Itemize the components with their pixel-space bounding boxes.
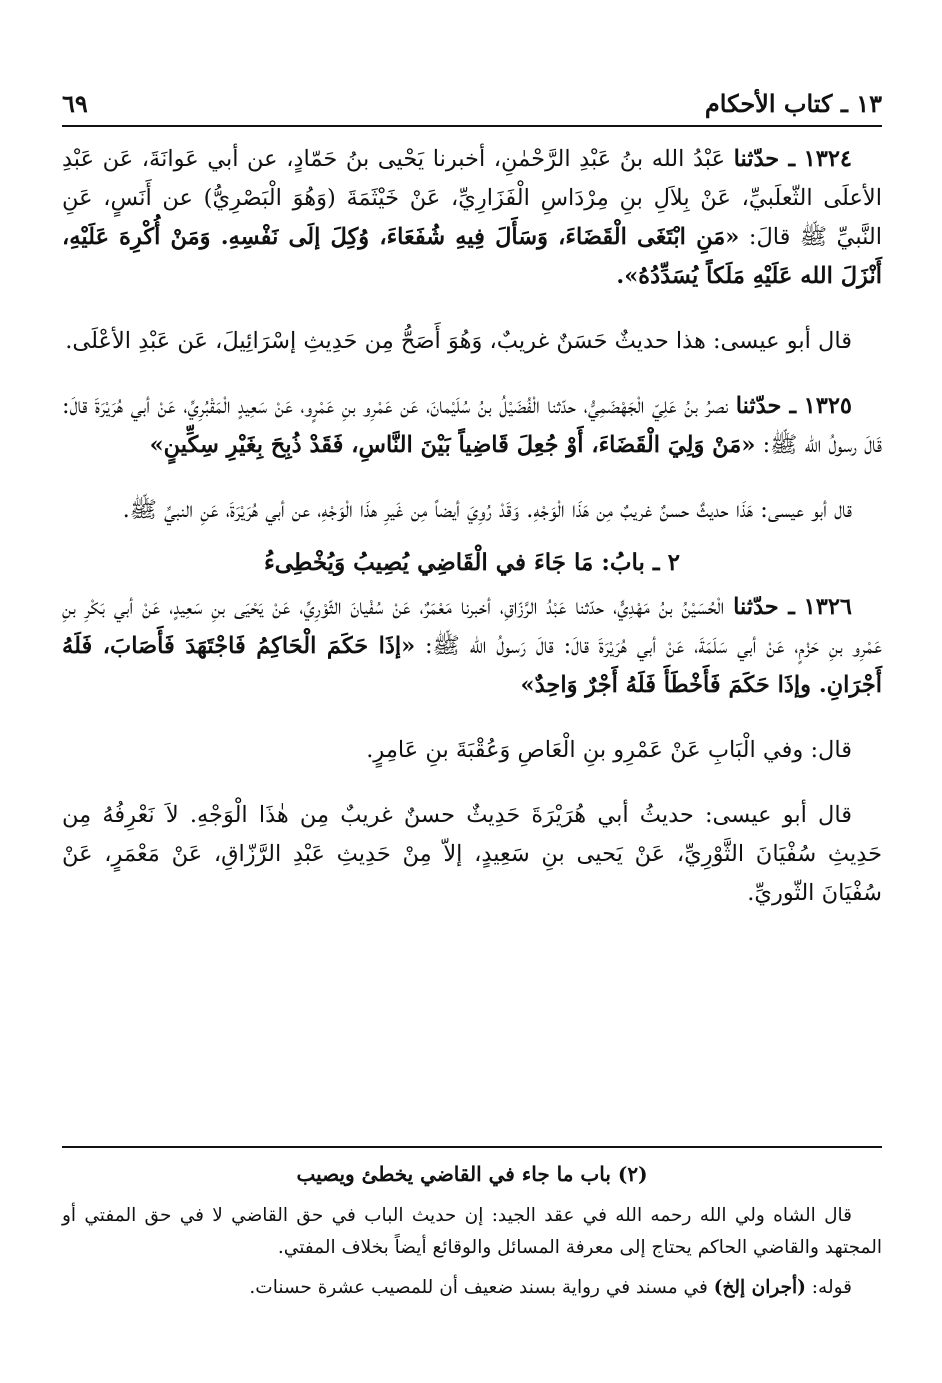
page-header bbox=[62, 78, 882, 118]
chapter-heading: ٢ ـ بابُ: مَا جَاءَ في الْقَاضِي يُصِيبُ وَيُخْطِىءُ bbox=[263, 549, 681, 576]
matn-text: «مَنْ وَلِيَ الْقَضَاءَ، أَوْ جُعِلَ قَاضِياً بَيْنَ النَّاسِ، فَقَدْ ذُبِحَ بِغَيْرِ سِكِّينٍ» bbox=[149, 432, 756, 458]
chapter-title: ١٣ ـ كتاب الأحكام bbox=[704, 89, 882, 118]
isnad-text: عَبْدُ الله بنُ عَبْدِ الرَّحْمٰنِ، أخبرنا يَحْيى بنُ حَمّادٍ، عن أبي عَوانَةَ، عَن عَبْدِ الأعلَى الثّعلَبيِّ، عَنْ بِلاَلِ بنِ مِرْدَاسِ الْفَزَارِيِّ، عَنْ خَيْثَمَةَ (وَهُوَ الْبَصْرِيُّ) عن أَنَسٍ، عَنِ النَّبيِّ ﷺ قالَ: bbox=[62, 146, 883, 250]
haddathana-label: ـ حدّثنا bbox=[733, 146, 796, 172]
footnote-prefix: قوله: bbox=[811, 1277, 852, 1298]
isnad-text: الْحُسَيْنُ بنُ مَهْدِيٍّ، حدّثنا عَبْدُ الرَّزّاقِ، أخبرنا مَعْمَرٌ، عَنْ سُفْيانَ الثّوْرِيِّ، عَنْ يَحْيَى بنِ سَعِيدٍ، عَنْ أبي بَكْرِ بنِ عَمْرِو بنِ حَزْمٍ، عَنْ أبي سَلَمَةَ، عَنْ أبي هُرَيْرَةَ قالَ: قالَ رَسولُ الله ﷺ: bbox=[62, 594, 882, 659]
main-text bbox=[62, 140, 882, 926]
footnote-title: (٢) باب ما جاء في القاضي يخطئ ويصيب bbox=[296, 1162, 648, 1186]
hadith-paragraph-1326 bbox=[62, 588, 882, 705]
hadith-paragraph-1325 bbox=[62, 387, 882, 465]
book-page bbox=[62, 0, 882, 1383]
page-number: ٦٩ bbox=[62, 89, 88, 118]
commentary-paragraph: قال أبو عيسى: حديثُ أبي هُرَيْرَةَ حَدِيثٌ حسنٌ غريبٌ مِن هٰذَا الْوَجْهِ. لاَ نَعْرِفُهُ مِن حَدِيثِ سُفْيَانَ الثَّوْرِيِّ، عَنْ يَحيى بنِ سَعِيدٍ، إلاّ مِنْ حَدِيثِ عَبْدِ الرَّزّاقِ، عَنْ مَعْمَرٍ، عَنْ سُفْيَانَ الثّوريِّ. bbox=[62, 802, 882, 906]
footnote-divider bbox=[62, 1146, 882, 1148]
footnotes bbox=[62, 1158, 882, 1312]
hadith-number: ١٣٢٥ bbox=[803, 393, 853, 419]
footnote-quote: (أجران إلخ) bbox=[713, 1277, 806, 1298]
commentary-paragraph: قال أبو عيسى: هَذَا حديثٌ حسنٌ غريبٌ مِن هَذَا الْوَجْهِ. وَقَدْ رُوِيَ أيضاً مِن غَيرِ هذَا الْوَجْهِ، عن أبي هُرَيْرَةَ، عَنِ النبيِّ ﷺ. bbox=[122, 497, 852, 523]
footnote-paragraph: قال الشاه ولي الله رحمه الله في عقد الجيد: إن حديث الباب في حق القاضي لا في حق المفتي أو المجتهد والقاضي الحاكم يحتاج إلى معرفة المسائل والوقائع أيضاً بخلاف المفتي. bbox=[62, 1205, 882, 1258]
haddathana-label: ـ حدّثنا bbox=[735, 393, 797, 419]
isnad-text: نصرُ بنُ عَلِيّ الْجَهْضَمِيُّ، حدّثنا الْفُضَيْلُ بنُ سُلَيْمانَ، عَن عَمْرِو بنِ عَمْرٍو، عَنْ سَعِيدٍ الْمَقْبُرِيِّ، عَنْ أبي هُرَيْرَةَ قالَ: قَالَ رسولُ الله ﷺ: bbox=[62, 393, 882, 458]
hadith-paragraph-1324 bbox=[62, 140, 882, 296]
hadith-number: ١٣٢٦ bbox=[803, 594, 852, 620]
footnote-text: في مسند في رواية بسند ضعيف أن للمصيب عشرة حسنات. bbox=[249, 1277, 708, 1298]
commentary-paragraph: قال أبو عيسى: هذا حديثٌ حَسَنٌ غريبٌ، وَهُوَ أَصَحُّ مِن حَدِيثِ إسْرَائِيلَ، عَن عَبْدِ الأعْلَى. bbox=[65, 328, 852, 354]
matn-text: «مَنِ ابْتَغَى الْقَضَاءَ، وَسَأَلَ فِيهِ شُفَعَاءَ، وُكِلَ إلَى نَفْسِهِ. وَمَنْ أُكْرِهَ عَلَيْهِ، أَنْزَلَ الله عَلَيْهِ مَلَكاً يُسَدِّدُهُ». bbox=[62, 224, 882, 289]
commentary-paragraph: قال: وفي الْبَابِ عَنْ عَمْرِو بنِ الْعَاصِ وَعُقْبَةَ بنِ عَامِرٍ. bbox=[366, 737, 852, 763]
haddathana-label: ـ حدّثنا bbox=[733, 594, 795, 620]
matn-text: «إذَا حَكَمَ الْحَاكِمُ فَاجْتَهَدَ فَأَصَابَ، فَلَهُ أَجْرَانِ. وإذَا حَكَمَ فَأَخْطَأَ فَلَهُ أَجْرٌ وَاحِدٌ» bbox=[62, 633, 882, 698]
hadith-number: ١٣٢٤ bbox=[803, 146, 853, 172]
footnote-paragraph bbox=[62, 1272, 882, 1304]
header-divider bbox=[62, 125, 882, 127]
